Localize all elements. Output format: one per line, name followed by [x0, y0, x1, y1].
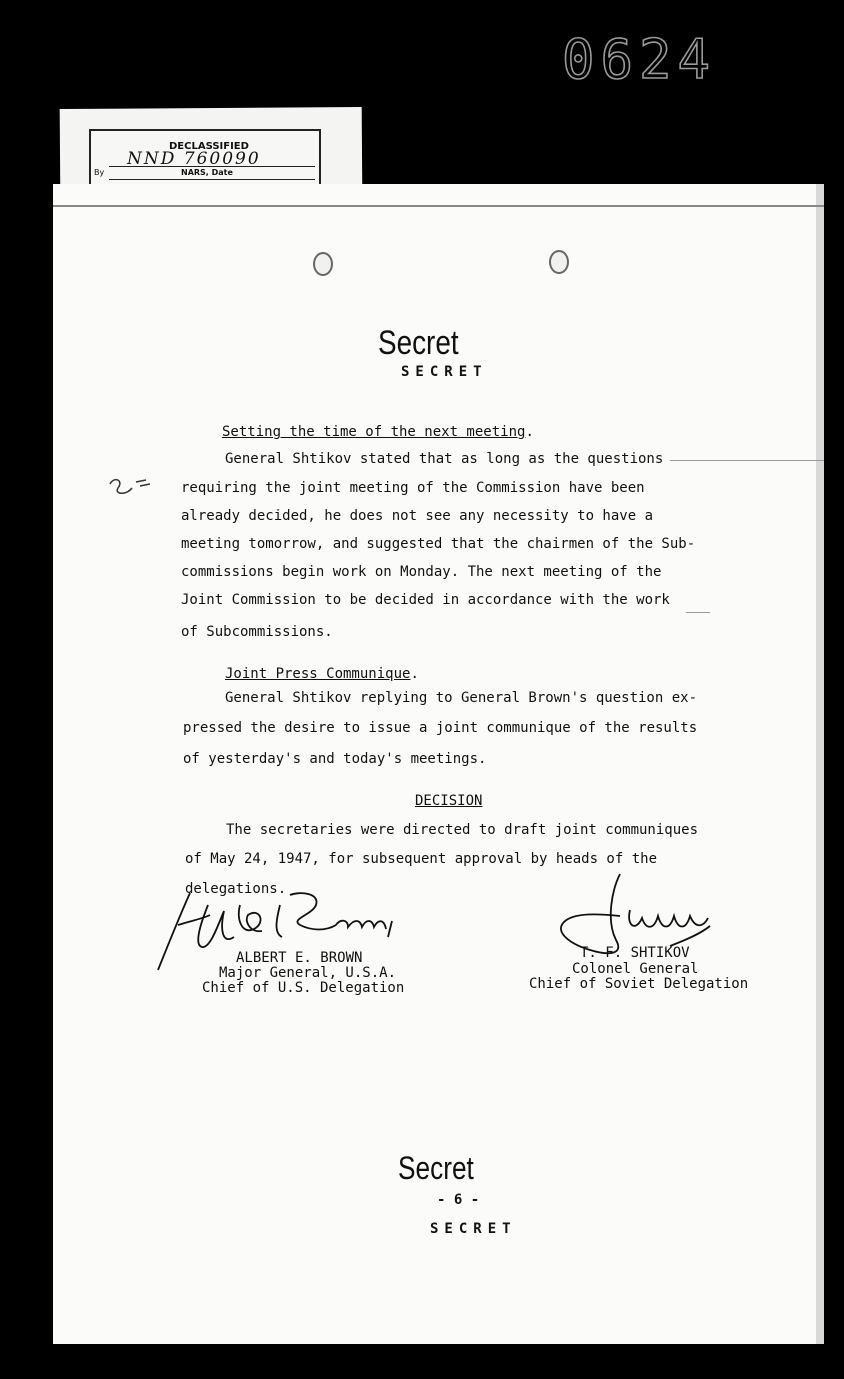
paragraph-line: requiring the joint meeting of the Commission have been — [181, 480, 645, 496]
paragraph-line: of Subcommissions. — [181, 624, 333, 640]
paragraph-line: General Shtikov replying to General Brown's question ex- — [225, 690, 698, 706]
signatory-left-rank: Major General, U.S.A. — [219, 965, 397, 981]
signatory-left-role: Chief of U.S. Delegation — [202, 980, 405, 996]
section-heading-next-meeting: Setting the time of the next meeting. — [222, 424, 534, 440]
classification-typed-bottom: SECRET — [430, 1221, 517, 1237]
signatory-right-rank: Colonel General — [572, 961, 699, 977]
paragraph-line: Joint Commission to be decided in accordance with the work — [181, 592, 670, 608]
paragraph-line: pressed the desire to issue a joint communique of the results — [183, 720, 698, 736]
punch-hole-icon — [313, 252, 333, 276]
classification-stamp-bottom: Secret — [398, 1150, 474, 1186]
paragraph-line: meeting tomorrow, and suggested that the chairmen of the Sub- — [181, 536, 696, 552]
decision-heading: DECISION — [415, 793, 483, 809]
punch-hole-icon — [549, 250, 569, 274]
margin-mark-icon — [106, 474, 154, 504]
declassified-stamp — [89, 129, 321, 187]
signatory-right-name: T. F. SHTIKOV — [580, 945, 690, 961]
stamp-title: DECLASSIFIED — [169, 141, 249, 152]
stamp-authority-number: NND 760090 — [127, 149, 261, 169]
paragraph-line: The secretaries were directed to draft joint communiques — [226, 822, 699, 838]
paragraph-line: of yesterday's and today's meetings. — [183, 751, 487, 767]
scan-artifact-line — [670, 460, 824, 461]
classification-stamp-top: Secret — [378, 324, 459, 362]
stamp-rule — [109, 179, 315, 180]
paragraph-line: General Shtikov stated that as long as the questions — [225, 451, 664, 467]
paragraph-line: delegations. — [185, 881, 287, 897]
microfilm-frame-number: 0624 — [562, 28, 717, 91]
scan-artifact-line — [686, 612, 710, 613]
page-fold-edge — [53, 205, 824, 207]
paragraph-line: already decided, he does not see any necessity to have a — [181, 508, 654, 524]
signatory-right-role: Chief of Soviet Delegation — [529, 976, 749, 992]
signatory-left-name: ALBERT E. BROWN — [236, 950, 363, 966]
classification-typed-top: SECRET — [401, 364, 488, 380]
stamp-by-label: By — [94, 168, 105, 177]
stamp-rule — [109, 166, 315, 167]
section-heading-press-communique: Joint Press Communique. — [225, 666, 419, 682]
stamp-nars-label: NARS, Date — [181, 168, 233, 177]
paragraph-line: commissions begin work on Monday. The next meeting of the — [181, 564, 662, 580]
paragraph-line: of May 24, 1947, for subsequent approval by heads of the — [185, 851, 658, 867]
page-number: - 6 - — [437, 1192, 480, 1208]
